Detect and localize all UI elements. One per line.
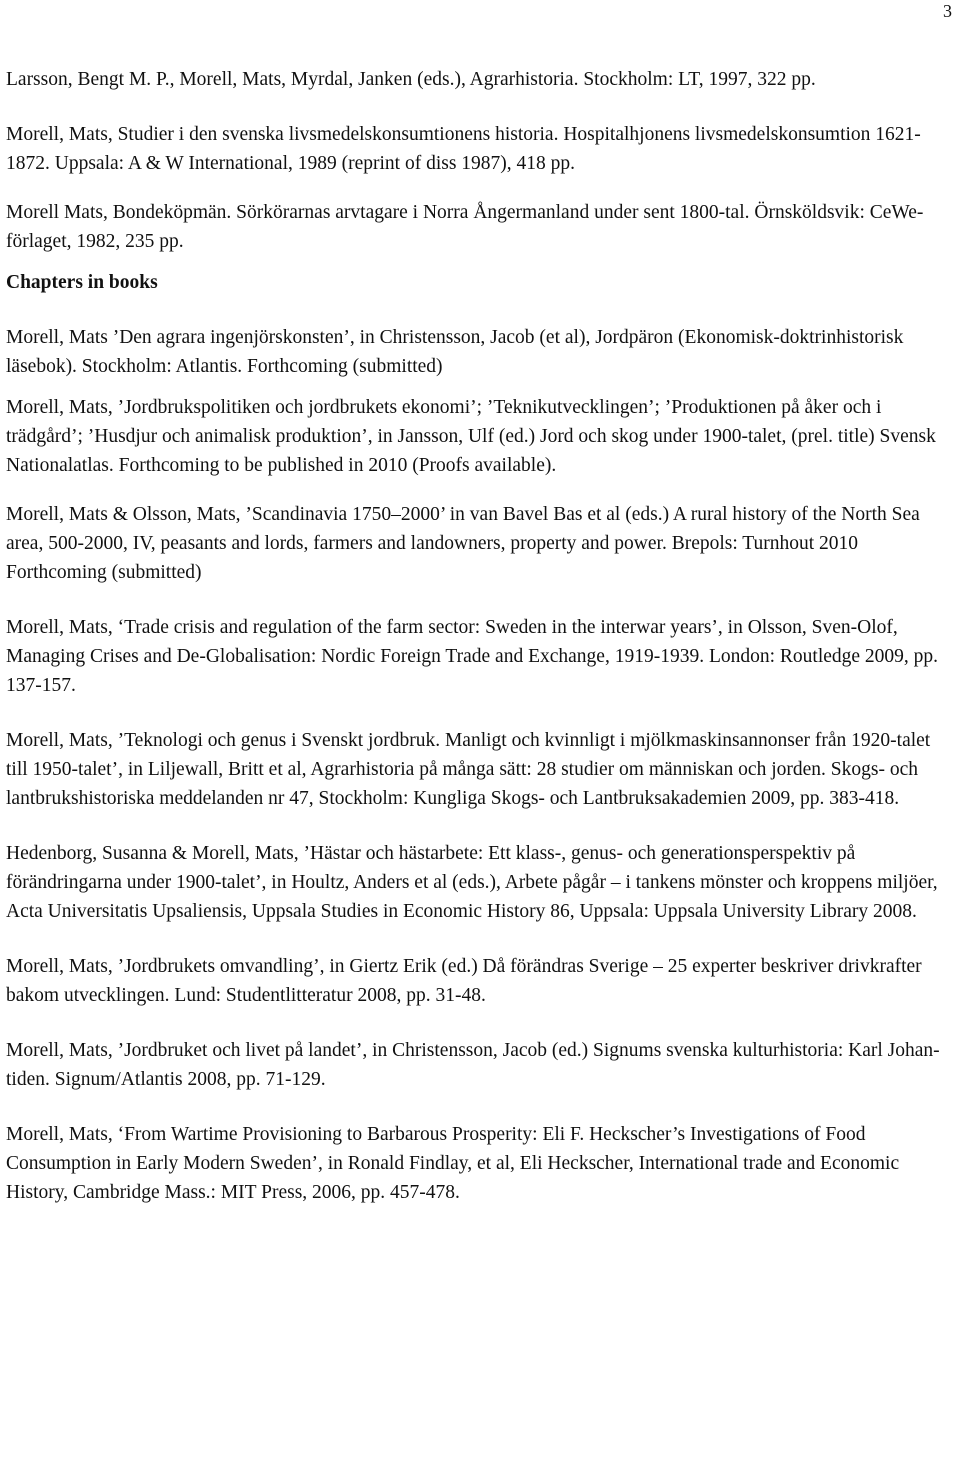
chapter-entry: Hedenborg, Susanna & Morell, Mats, ’Hästar och hästarbete: Ett klass-, genus- och generationsperspektiv på förändringarna under 1900-talet’, in Houltz, Anders et al (eds.), Arbete pågår – i tankens mönster och kroppens miljöer, Acta Universitatis Upsaliensis, Uppsala Studies in Economic History 86, Uppsala: Uppsala University Library 2008. (6, 843, 938, 922)
chapter-entry: Morell, Mats & Olsson, Mats, ’Scandinavia 1750–2000’ in van Bavel Bas et al (eds.) A rural history of the North Sea area, 500-2000, IV, peasants and lords, farmers and landowners, property and power. Brepols: Turnhout 2010 Forthcoming (submitted) (6, 504, 920, 583)
chapter-entry: Morell, Mats, ‘Trade crisis and regulation of the farm sector: Sweden in the interwar years’, in Olsson, Sven-Olof, Managing Crises and De-Globalisation: Nordic Foreign Trade and Exchange, 1919-1939. London: Routledge 2009, pp. 137-157. (6, 617, 939, 696)
book-entry: Larsson, Bengt M. P., Morell, Mats, Myrdal, Janken (eds.), Agrarhistoria. Stockholm: LT, 1997, 322 pp. (6, 69, 816, 90)
chapter-entry: Morell, Mats, ‘From Wartime Provisioning to Barbarous Prosperity: Eli F. Heckscher’s Investigations of Food Consumption in Early Modern Sweden’, in Ronald Findlay, et al, Eli Heckscher, International trade and Economic History, Cambridge Mass.: MIT Press, 2006, pp. 457-478. (6, 1124, 900, 1203)
document-body (6, 65, 954, 1207)
chapter-entry: Morell, Mats, ’Teknologi och genus i Svenskt jordbruk. Manligt och kvinnligt i mjölkmaskinsannonser från 1920-talet till 1950-talet’, in Liljewall, Britt et al, Agrarhistoria på många sätt: 28 studier om människan och jorden. Skogs- och lantbrukshistoriska meddelanden nr 47, Stockholm: Kungliga Skogs- och Lantbruksakademien 2009, pp. 383-418. (6, 730, 931, 809)
page-number: 3 (943, 1, 952, 21)
chapter-entry: Morell, Mats, ’Jordbrukets omvandling’, in Giertz Erik (ed.) Då förändras Sverige – 25 experter beskriver drivkrafter bakom utvecklingen. Lund: Studentlitteratur 2008, pp. 31-48. (6, 956, 922, 1006)
chapter-entry: Morell, Mats, ’Jordbruket och livet på landet’, in Christensson, Jacob (ed.) Signums svenska kulturhistoria: Karl Johan-tiden. Signum/Atlantis 2008, pp. 71-129. (6, 1040, 940, 1090)
chapter-entry: Morell, Mats, ’Jordbrukspolitiken och jordbrukets ekonomi’; ’Teknikutvecklingen’; ’Produktionen på åker och i trädgård’; ’Husdjur och animalisk produktion’, in Jansson, Ulf (ed.) Jord och skog under 1900-talet, (prel. title) Svensk Nationalatlas. Forthcoming to be published in 2010 (Proofs available). (6, 397, 936, 476)
book-entry: Morell Mats, Bondeköpmän. Sörkörarnas arvtagare i Norra Ångermanland under sent 1800-tal. Örnsköldsvik: CeWe-förlaget, 1982, 235 pp. (6, 202, 924, 252)
chapter-entry: Morell, Mats ’Den agrara ingenjörskonsten’, in Christensson, Jacob (et al), Jordpäron (Ekonomisk-doktrinhistorisk läsebok). Stockholm: Atlantis. Forthcoming (submitted) (6, 327, 904, 377)
book-entry: Morell, Mats, Studier i den svenska livsmedelskonsumtionens historia. Hospitalhjonens livsmedelskonsumtion 1621-1872. Uppsala: A & W International, 1989 (reprint of diss 1987), 418 pp. (6, 124, 921, 174)
section-heading: Chapters in books (6, 272, 158, 293)
